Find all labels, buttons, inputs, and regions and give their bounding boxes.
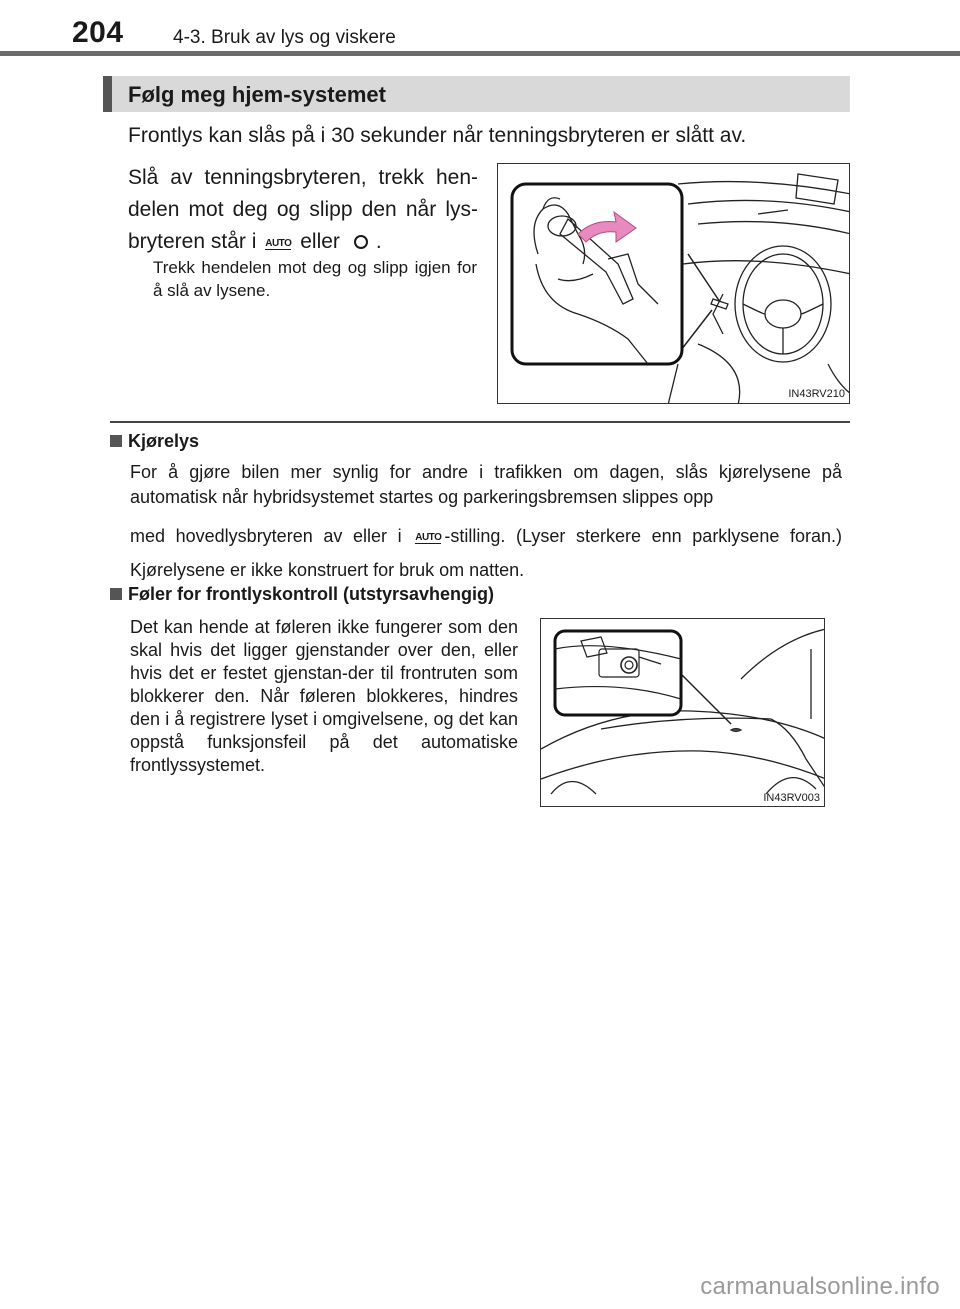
- step-end: .: [375, 230, 382, 253]
- heading-kjorelys-text: Kjørelys: [128, 431, 200, 451]
- footer-watermark[interactable]: carmanualsonline.info: [700, 1273, 940, 1300]
- page-number: 204: [72, 16, 124, 49]
- auto-position-icon: AUTO: [415, 532, 442, 543]
- kjorelys-text-b1: med hovedlysbryteren av eller i: [130, 526, 402, 546]
- lever-illustration: [497, 163, 850, 404]
- step-or: eller: [300, 230, 340, 253]
- kjorelys-text-b2: -stilling. (Lyser sterkere enn parklysene foran.) Kjørelysene er ikke konstruert for bruk om natten.: [130, 526, 842, 580]
- sensor-illustration: [540, 618, 825, 807]
- sensor-text: Det kan hende at føleren ikke fungerer som den skal hvis det ligger gjenstander over den, eller hvis det er festet gjenstan-der til frontruten som blokkerer den. Når føleren blokkeres, hindres den i å registrere lyset i omgivelsene, og det kan oppstå funksjonsfeil på det automatiske frontlyssystemet.: [130, 617, 518, 775]
- section-divider: [110, 421, 850, 423]
- kjorelys-text-b: [130, 519, 842, 587]
- step-text: Slå av tenningsbryteren, trekk hen-delen mot deg og slipp den når lys-bryteren står i: [128, 166, 478, 253]
- auto-position-icon: AUTO: [265, 238, 292, 249]
- page-header: [60, 14, 850, 56]
- square-bullet-icon: [110, 435, 122, 447]
- section-title: Følg meg hjem-systemet: [128, 82, 386, 107]
- square-bullet-icon: [110, 588, 122, 600]
- step-instruction: [128, 162, 478, 258]
- kjorelys-text-a: For å gjøre bilen mer synlig for andre i trafikken om dagen, slås kjørelysene på automatisk når hybridsystemet startes og parkeringsbremsen slippes opp: [130, 462, 842, 507]
- figure-code: IN43RV003: [763, 792, 820, 804]
- section-intro: Frontlys kan slås på i 30 sekunder når tenningsbryteren er slått av.: [128, 124, 747, 147]
- sensor-drawing: [541, 619, 825, 807]
- lever-drawing: [498, 164, 850, 404]
- chapter-title: 4-3. Bruk av lys og viskere: [173, 27, 396, 48]
- figure-code: IN43RV210: [788, 388, 845, 400]
- heading-kjorelys: [110, 431, 199, 452]
- heading-sensor-text: Føler for frontlyskontroll (utstyrsavhengig): [128, 584, 495, 604]
- section-banner: [103, 76, 850, 112]
- heading-sensor: [110, 584, 494, 605]
- step-note: Trekk hendelen mot deg og slipp igjen for å slå av lysene.: [153, 258, 477, 300]
- tail-light-icon: [354, 235, 368, 249]
- header-rule: [0, 51, 960, 56]
